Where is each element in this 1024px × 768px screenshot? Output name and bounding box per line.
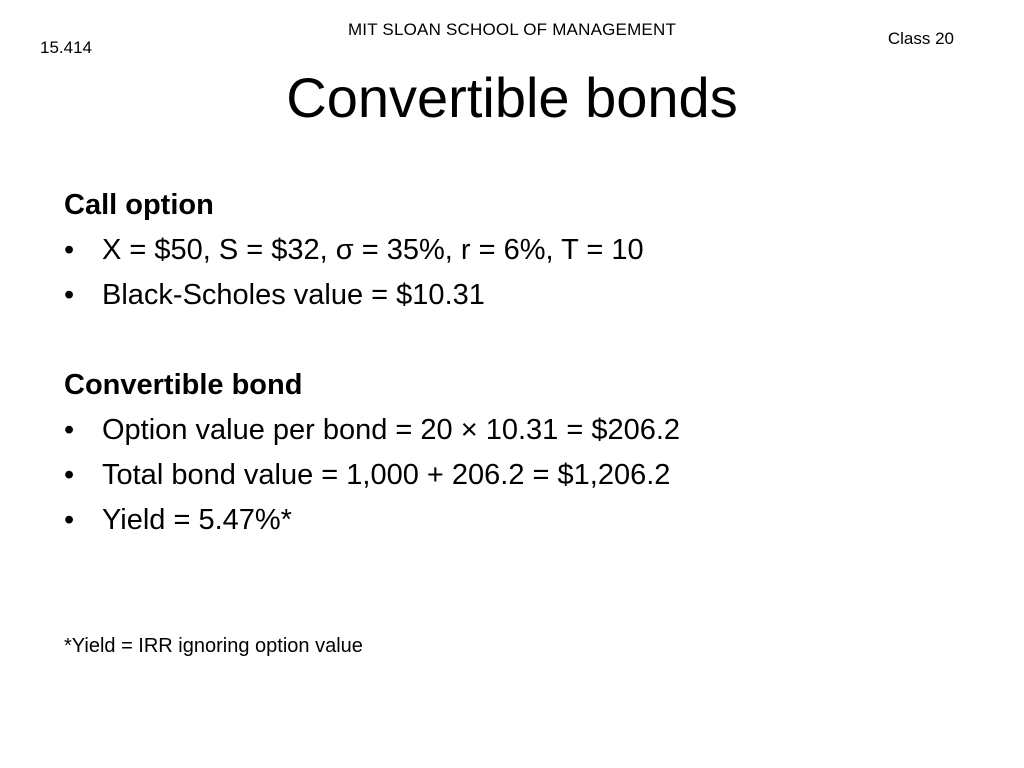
bullet-marker: • [64, 279, 75, 311]
footnote: *Yield = IRR ignoring option value [64, 635, 363, 657]
bullet-item [64, 498, 680, 543]
bullet-text: Yield = 5.47%* [102, 504, 292, 536]
bullet-list [64, 228, 644, 318]
school-name: MIT SLOAN SCHOOL OF MANAGEMENT [347, 20, 677, 39]
bullet-text: Black-Scholes value = $10.31 [102, 279, 485, 311]
bullet-list [64, 408, 680, 543]
bullet-item [64, 408, 680, 453]
bullet-marker: • [64, 504, 75, 536]
section-heading: Convertible bond [64, 369, 303, 401]
bullet-marker: • [64, 234, 75, 266]
section-heading: Call option [64, 189, 214, 221]
bullet-item [64, 228, 644, 273]
bullet-marker: • [64, 459, 75, 491]
slide-title: Convertible bonds [286, 66, 738, 129]
bullet-text: Total bond value = 1,000 + 206.2 = $1,206.2 [102, 459, 671, 491]
bullet-text: X = $50, S = $32, σ = 35%, r = 6%, T = 10 [102, 234, 644, 266]
course-number: 15.414 [40, 38, 92, 57]
bullet-text: Option value per bond = 20 × 10.31 = $206.2 [102, 414, 681, 446]
class-label: Class 20 [887, 29, 954, 48]
bullet-item [64, 453, 680, 498]
section-convertible-bond [64, 363, 680, 543]
bullet-marker: • [64, 414, 75, 446]
section-call-option [64, 183, 644, 318]
bullet-item [64, 273, 644, 318]
